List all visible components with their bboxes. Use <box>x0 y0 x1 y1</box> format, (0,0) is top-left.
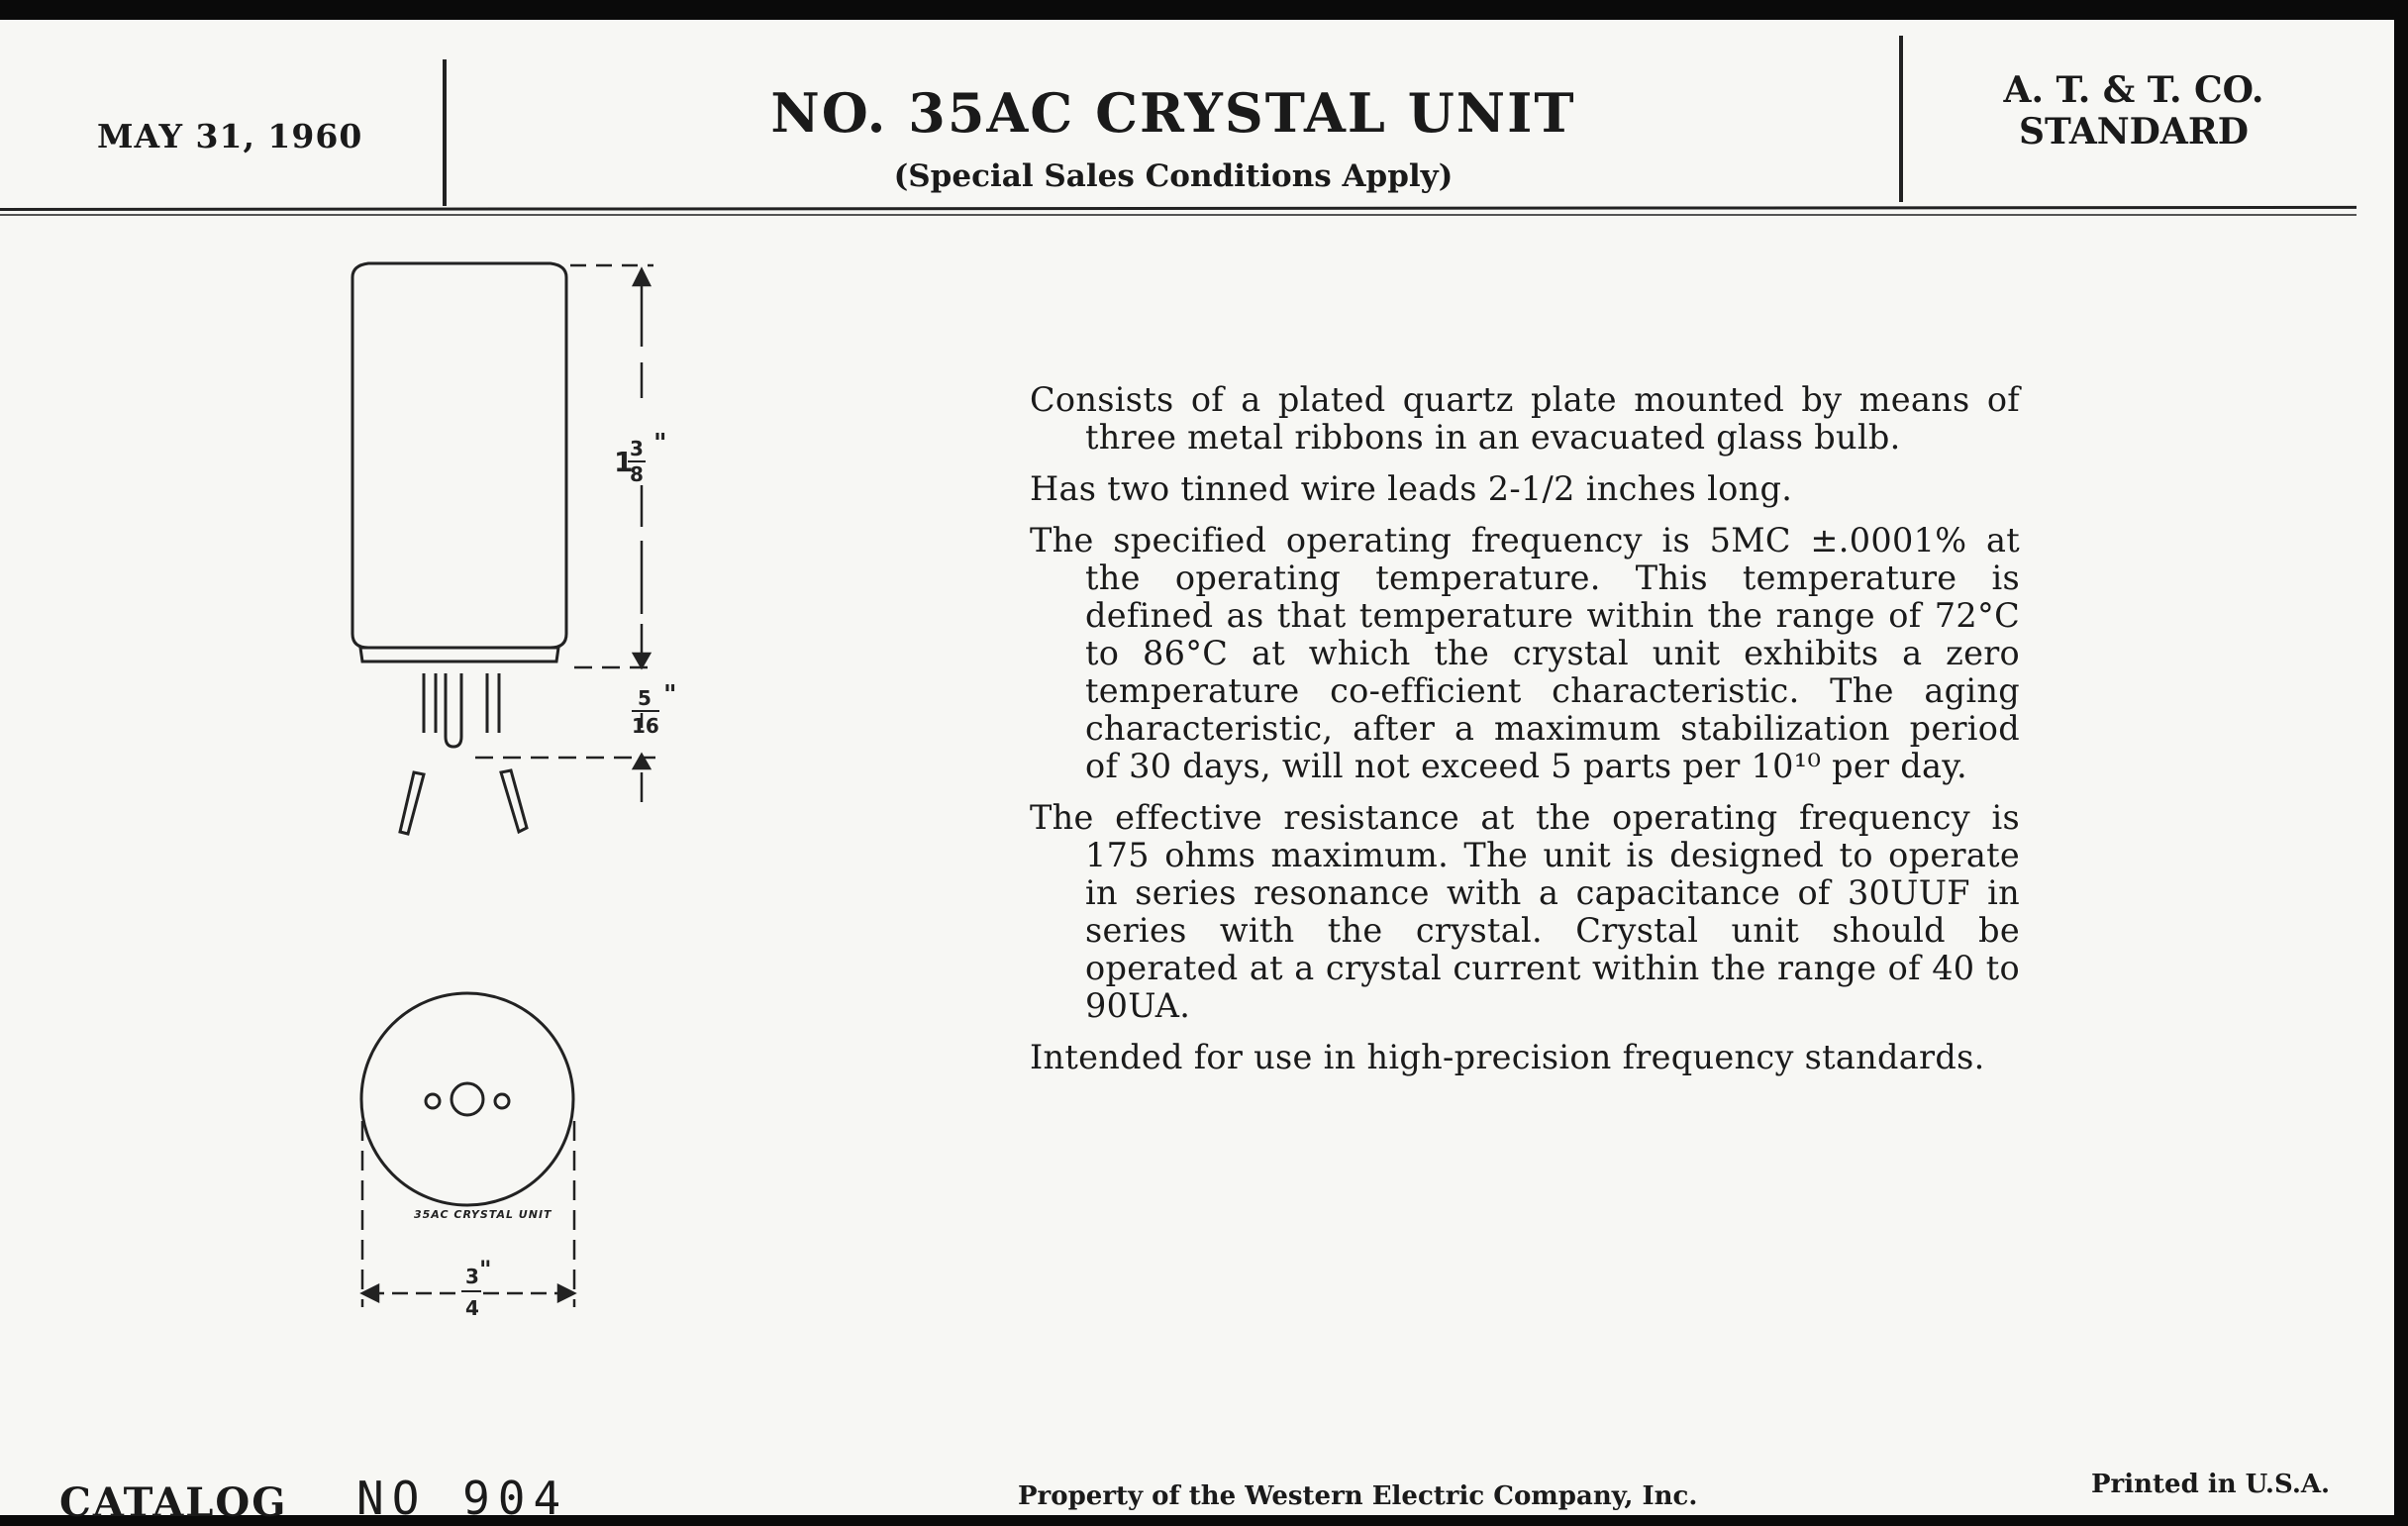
description-paragraph: Has two tinned wire leads 2-1/2 inches long. <box>1030 469 1793 508</box>
lead-num: 5 <box>638 686 652 710</box>
right-pin <box>495 1094 509 1108</box>
page-title: NO. 35AC CRYSTAL UNIT <box>770 81 1576 145</box>
bottom-view-outline <box>361 993 573 1205</box>
diameter-inch: " <box>479 1256 492 1283</box>
standard-block <box>1911 69 2357 153</box>
left-pin <box>426 1094 440 1108</box>
diameter-num: 3 <box>465 1265 479 1288</box>
height-whole: 1 <box>614 446 634 478</box>
height-num: 3 <box>630 437 644 460</box>
issue-date: MAY 31, 1960 <box>97 117 363 155</box>
standard-company: A. T. & T. CO. <box>2003 69 2264 111</box>
description-paragraph: The effective resistance at the operating frequency is 175 ohms maximum. The unit is designed to operate in series resonance with a capacitance of 30UUF in series with the crystal. Crystal unit should be operated at a crystal current within the range of 40 to 90UA. <box>1030 798 2020 1025</box>
lead-wires <box>400 673 527 834</box>
description <box>1030 381 2020 1090</box>
standard-label: STANDARD <box>2019 111 2249 153</box>
property-notice: Property of the Western Electric Company, Inc. <box>1018 1481 1698 1511</box>
description-paragraph: Intended for use in high-precision frequency standards. <box>1030 1038 1985 1076</box>
crystal-unit-drawing <box>0 20 792 1386</box>
bulb-base <box>360 648 558 661</box>
description-paragraph: Consists of a plated quartz plate mounted by means of three metal ribbons in an evacuated glass bulb. <box>1030 380 2020 457</box>
center-pin <box>452 1083 483 1115</box>
lead-inch: " <box>663 680 677 710</box>
page-subtitle: (Special Sales Conditions Apply) <box>893 158 1454 194</box>
printed-notice: Printed in U.S.A. <box>2091 1470 2331 1499</box>
description-paragraph: The specified operating frequency is 5MC ±.0001% at the operating temperature. This temperature is defined as that temperature within the range of 72°C to 86°C at which the crystal unit exhibits a zero temperature co-efficient characteristic. The aging characteristic, after a maximum stabilization period of 30 days, will not exceed 5 parts per 10¹⁰ per day. <box>1030 521 2020 785</box>
bulb-outline <box>352 263 566 648</box>
lead-den: 16 <box>632 714 659 738</box>
catalog-number: NO 904 <box>356 1472 569 1525</box>
height-den: 8 <box>630 462 644 486</box>
catalog-label: CATALOG <box>59 1479 288 1526</box>
height-inch: " <box>653 429 667 458</box>
catalog-card <box>0 20 2394 1526</box>
diameter-den: 4 <box>465 1296 479 1320</box>
base-label: 35AC CRYSTAL UNIT <box>414 1208 552 1221</box>
